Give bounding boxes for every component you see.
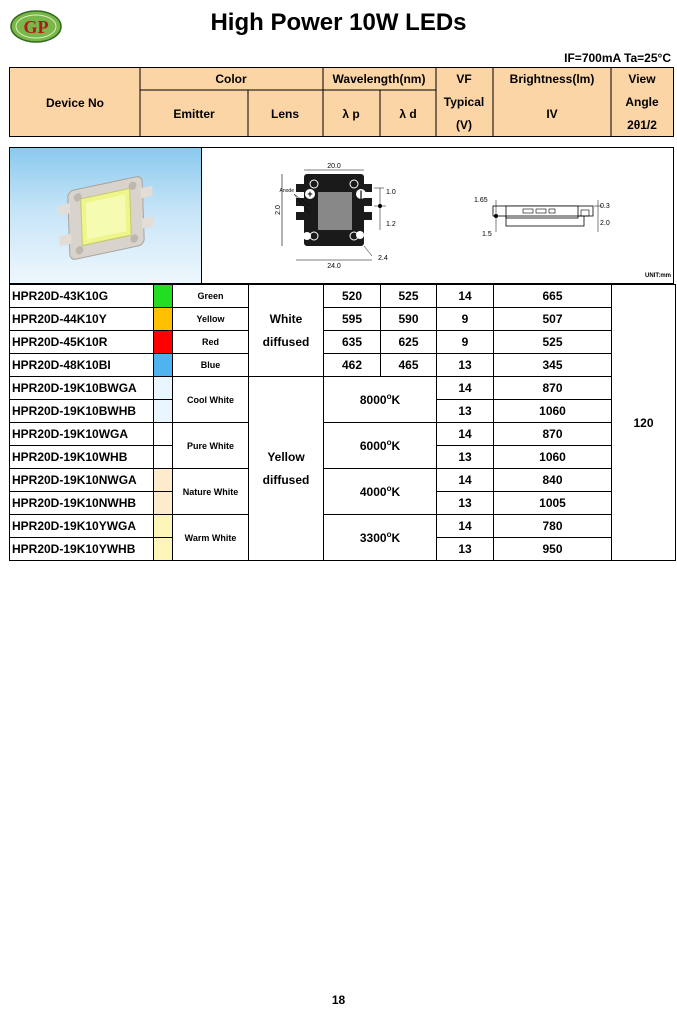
header-vf-unit: (V) — [456, 118, 472, 132]
device-number: HPR20D-19K10BWGA — [10, 377, 154, 400]
table-row — [10, 331, 676, 354]
lens-line: White — [269, 311, 303, 326]
brightness-value: 1060 — [494, 446, 612, 469]
device-number: HPR20D-19K10BWHB — [10, 400, 154, 423]
header-device-no: Device No — [45, 96, 105, 110]
package-figure — [9, 147, 674, 284]
color-swatch — [154, 285, 173, 308]
emitter-color: Warm White — [173, 515, 249, 561]
header-typical: Typical — [443, 95, 485, 109]
plus-icon: + — [307, 189, 313, 199]
table-row — [10, 515, 676, 538]
header-view: View — [628, 72, 656, 86]
vf-value: 13 — [437, 492, 494, 515]
anode-label: Anode — [279, 188, 294, 194]
emitter-color: Green — [173, 285, 249, 308]
lambda-d-value: 525 — [381, 285, 437, 308]
page-number: 18 — [331, 993, 346, 1007]
lens-line: Yellow — [267, 449, 305, 464]
device-number: HPR20D-48K10BI — [10, 354, 154, 377]
vf-value: 14 — [437, 469, 494, 492]
brightness-value: 507 — [494, 308, 612, 331]
table-row — [10, 308, 676, 331]
cct-number: 4000 — [359, 485, 387, 499]
header-color: Color — [215, 72, 247, 86]
unit-label: UNIT:mm — [644, 273, 671, 279]
vf-value: 9 — [437, 331, 494, 354]
dim-side-height-2: 2.0 — [600, 220, 610, 227]
cct-unit: K — [391, 531, 401, 545]
header-lens: Lens — [270, 107, 300, 121]
color-swatch — [154, 400, 173, 423]
vf-value: 13 — [437, 400, 494, 423]
lambda-p-value: 520 — [324, 285, 381, 308]
lens-line: diffused — [262, 334, 310, 349]
vf-value: 9 — [437, 308, 494, 331]
device-number: HPR20D-44K10Y — [10, 308, 154, 331]
brightness-value: 870 — [494, 423, 612, 446]
color-swatch — [154, 308, 173, 331]
header-emitter: Emitter — [173, 107, 215, 121]
mechanical-drawing — [202, 148, 673, 283]
dim-top-width: 20.0 — [327, 163, 341, 170]
cct-value — [324, 423, 437, 469]
color-swatch — [154, 423, 173, 446]
lambda-p-value: 595 — [324, 308, 381, 331]
vf-value: 13 — [437, 446, 494, 469]
lambda-p-value: 462 — [324, 354, 381, 377]
table-row — [10, 377, 676, 400]
device-number: HPR20D-45K10R — [10, 331, 154, 354]
color-swatch — [154, 515, 173, 538]
dim-side-height: 2.0 — [275, 205, 282, 215]
header-vf: VF — [456, 72, 472, 86]
emitter-color: Red — [173, 331, 249, 354]
cct-value — [324, 515, 437, 561]
brightness-value: 840 — [494, 469, 612, 492]
cct-unit: K — [391, 393, 401, 407]
page-title: High Power 10W LEDs — [210, 9, 467, 36]
brightness-value: 1005 — [494, 492, 612, 515]
color-swatch — [154, 331, 173, 354]
degree-mark: o — [386, 392, 392, 401]
header-lambda-d: λ d — [399, 107, 417, 121]
vf-value: 14 — [437, 423, 494, 446]
brightness-value: 950 — [494, 538, 612, 561]
emitter-color: Blue — [173, 354, 249, 377]
led-photo — [10, 148, 202, 283]
spec-table-body — [10, 285, 676, 561]
degree-mark: o — [386, 530, 392, 539]
emitter-color: Nature White — [173, 469, 249, 515]
lambda-p-value: 635 — [324, 331, 381, 354]
cct-number: 3300 — [359, 531, 387, 545]
lens-type — [249, 285, 324, 377]
dim-lead-width: 1.2 — [386, 221, 396, 228]
lens-line: diffused — [262, 472, 310, 487]
view-angle: 120 — [612, 285, 676, 561]
cct-unit: K — [391, 439, 401, 453]
header-wavelength: Wavelength(nm) — [332, 72, 426, 86]
emitter-color: Pure White — [173, 423, 249, 469]
device-number: HPR20D-19K10NWHB — [10, 492, 154, 515]
spec-table — [9, 284, 676, 561]
dim-corner: 2.4 — [378, 255, 388, 262]
vf-value: 14 — [437, 515, 494, 538]
header-lambda-p: λ p — [342, 107, 360, 121]
brightness-value: 665 — [494, 285, 612, 308]
minus-icon: | — [359, 189, 363, 199]
lambda-d-value: 625 — [381, 331, 437, 354]
vf-value: 14 — [437, 285, 494, 308]
dim-lead-gap: 1.0 — [386, 189, 396, 196]
degree-mark: o — [386, 438, 392, 447]
emitter-color: Cool White — [173, 377, 249, 423]
test-conditions: IF=700mA Ta=25°C — [564, 51, 671, 65]
dim-side-lead: 0.3 — [600, 203, 610, 210]
dim-side-top: 1.65 — [474, 197, 488, 204]
color-swatch — [154, 354, 173, 377]
dim-side-base: 1.5 — [482, 231, 492, 238]
cct-number: 6000 — [359, 439, 387, 453]
dim-bottom-width: 24.0 — [327, 263, 341, 270]
header-angle: Angle — [625, 95, 659, 109]
device-number: HPR20D-43K10G — [10, 285, 154, 308]
table-row — [10, 285, 676, 308]
cct-number: 8000 — [359, 393, 387, 407]
brightness-value: 525 — [494, 331, 612, 354]
logo-text: GP — [23, 17, 49, 37]
header-iv: IV — [546, 107, 558, 121]
device-number: HPR20D-19K10NWGA — [10, 469, 154, 492]
brightness-value: 780 — [494, 515, 612, 538]
lens-type — [249, 377, 324, 561]
cct-value — [324, 469, 437, 515]
cct-unit: K — [391, 485, 401, 499]
cct-value — [324, 377, 437, 423]
device-number: HPR20D-19K10WGA — [10, 423, 154, 446]
lambda-d-value: 465 — [381, 354, 437, 377]
header-brightness: Brightness(lm) — [509, 72, 595, 86]
table-row — [10, 423, 676, 446]
color-swatch — [154, 538, 173, 561]
color-swatch — [154, 492, 173, 515]
device-number: HPR20D-19K10WHB — [10, 446, 154, 469]
vf-value: 13 — [437, 538, 494, 561]
color-swatch — [154, 377, 173, 400]
device-number: HPR20D-19K10YWGA — [10, 515, 154, 538]
brightness-value: 345 — [494, 354, 612, 377]
lambda-d-value: 590 — [381, 308, 437, 331]
vf-value: 13 — [437, 354, 494, 377]
dimension-drawing — [202, 148, 673, 283]
degree-mark: o — [386, 484, 392, 493]
header-angle-symbol: 2θ1/2 — [627, 118, 657, 132]
led-module-image — [10, 148, 201, 283]
table-row — [10, 354, 676, 377]
table-header — [9, 67, 674, 137]
brightness-value: 1060 — [494, 400, 612, 423]
color-swatch — [154, 446, 173, 469]
color-swatch — [154, 469, 173, 492]
vf-value: 14 — [437, 377, 494, 400]
brightness-value: 870 — [494, 377, 612, 400]
emitter-color: Yellow — [173, 308, 249, 331]
table-row — [10, 469, 676, 492]
device-number: HPR20D-19K10YWHB — [10, 538, 154, 561]
